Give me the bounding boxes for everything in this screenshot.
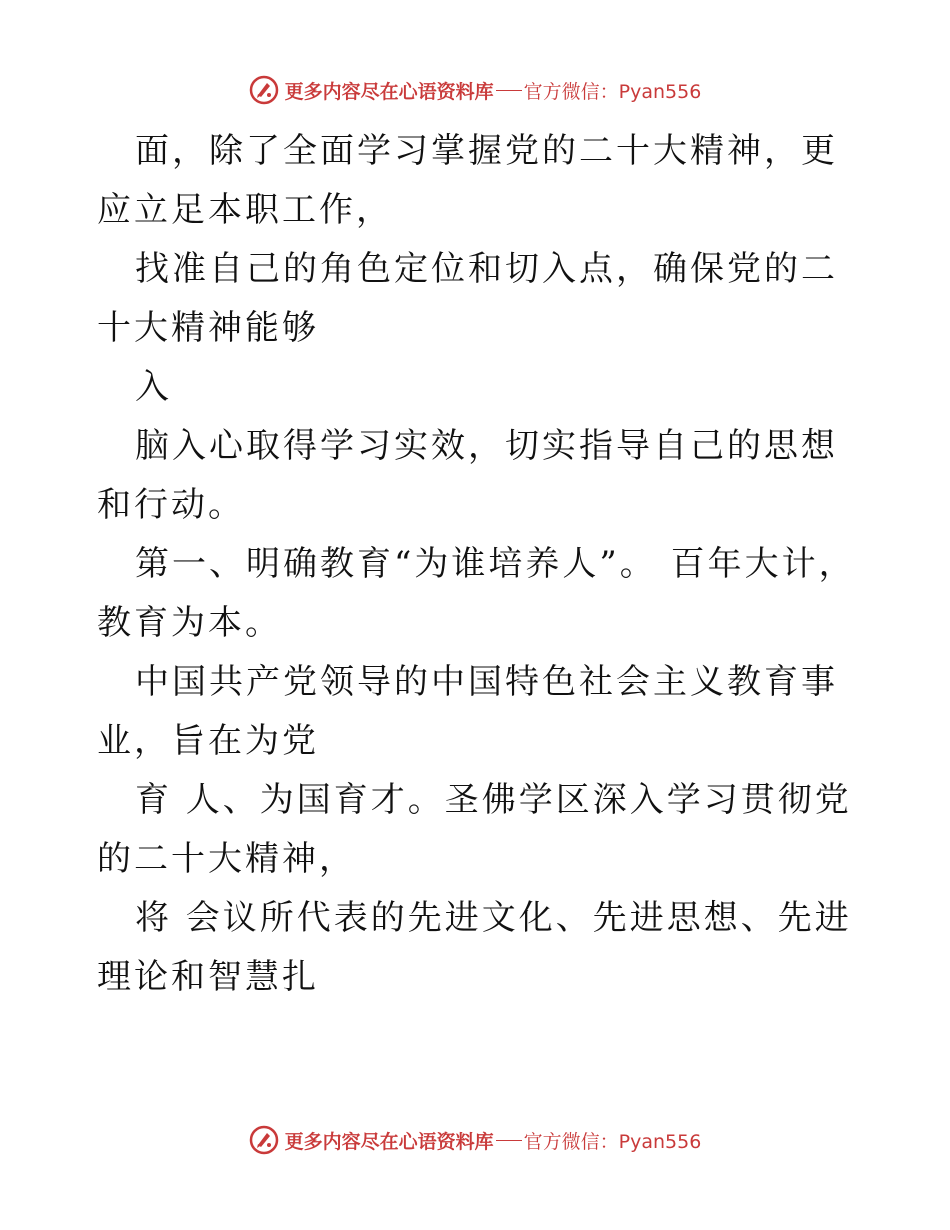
paragraph: 找准自己的角色定位和切入点，确保党的二十大精神能够 (97, 249, 838, 348)
paragraph: 第一、明确教育“为谁培养人”。 百年大计，教育为本。 (97, 544, 856, 643)
paragraph: 育 人、为国育才。圣佛学区深入学习贯彻党的二十大精神， (97, 780, 852, 879)
document-body (97, 122, 857, 1007)
footer-watermark-text: 更多内容尽在心语资料库 (284, 1130, 494, 1153)
paragraph: 面，除了全面学习掌握党的二十大精神，更应立足本职工作， (97, 131, 838, 230)
header-watermark-text: 更多内容尽在心语资料库 (284, 80, 494, 103)
footer-watermark (0, 1120, 950, 1160)
paragraph: 脑入心取得学习实效，切实指导自己的思想和行动。 (97, 426, 838, 525)
header-dash (496, 90, 522, 91)
paragraph: 入 (135, 367, 172, 407)
footer-wechat-text: 官方微信：Pyan556 (523, 1130, 702, 1153)
header-watermark (0, 70, 950, 110)
logo-icon (249, 1125, 279, 1155)
header-wechat-text: 官方微信：Pyan556 (523, 80, 702, 103)
paragraph: 中国共产党领导的中国特色社会主义教育事业，旨在为党 (97, 662, 838, 761)
footer-dash (496, 1140, 522, 1141)
logo-icon (249, 75, 279, 105)
paragraph: 将 会议所代表的先进文化、先进思想、先进理论和智慧扎 (97, 898, 852, 997)
